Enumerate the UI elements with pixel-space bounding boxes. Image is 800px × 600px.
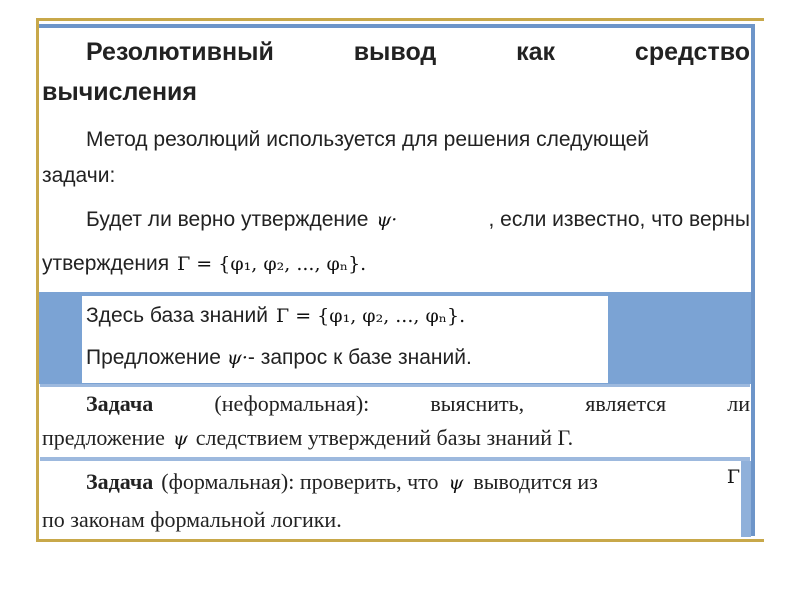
text: , если известно, что верны (488, 208, 750, 231)
task-line (86, 468, 740, 497)
text: - запрос к базе знаний. (247, 346, 472, 369)
text: по законам формальной логики. (42, 507, 342, 532)
title-word: Резолютивный (86, 38, 274, 66)
title-word: средство (634, 38, 750, 66)
frame-top-blue-border (38, 24, 754, 28)
text: предложение (42, 425, 165, 450)
paragraph-line (86, 206, 750, 234)
task-line (86, 390, 750, 418)
text: Здесь база знаний (86, 304, 268, 327)
gamma-symbol: Γ (726, 466, 740, 488)
frame-left-border (36, 18, 39, 542)
paragraph-line (86, 126, 750, 154)
paragraph-line (42, 250, 366, 278)
task-label: Задача (86, 391, 154, 416)
title-word: вывод (353, 38, 437, 66)
text: утверждения (42, 252, 170, 275)
psi-symbol: ψ· (226, 347, 248, 369)
right-accent-strip (741, 461, 751, 537)
text: ли (727, 391, 750, 416)
box-line (86, 344, 472, 372)
frame-bottom-border (36, 539, 764, 542)
text: является (585, 391, 667, 416)
psi-symbol: ψ· (376, 209, 398, 231)
task-label: Задача (86, 469, 154, 494)
gamma-set-formula: Γ = {φ₁, φ₂, ..., φₙ}. (276, 305, 466, 327)
title-word: как (516, 38, 556, 66)
text: следствием утверждений базы знаний Γ. (195, 425, 574, 450)
frame-top-border (36, 18, 764, 21)
text: (неформальная): (214, 391, 370, 416)
page-title (86, 36, 750, 68)
text: Будет ли верно утверждение (86, 208, 369, 231)
text: Метод резолюций используется для решения следующей (86, 128, 650, 151)
gamma-set-formula: Γ = {φ₁, φ₂, ..., φₙ}. (177, 253, 367, 275)
psi-symbol: ψ (448, 472, 464, 494)
separator (40, 384, 750, 387)
text: Предложение (86, 346, 221, 369)
text: (формальная): проверить, что (161, 469, 439, 494)
paragraph-line: задачи: (42, 164, 116, 187)
task-line (42, 506, 342, 534)
frame-right-border (751, 24, 755, 536)
box-line (86, 302, 465, 330)
text: выводится из (473, 469, 598, 494)
text: выяснить, (430, 391, 525, 416)
separator (40, 457, 750, 461)
task-line (42, 424, 573, 453)
page-title-line2: вычисления (42, 78, 198, 106)
psi-symbol: ψ (172, 428, 188, 450)
